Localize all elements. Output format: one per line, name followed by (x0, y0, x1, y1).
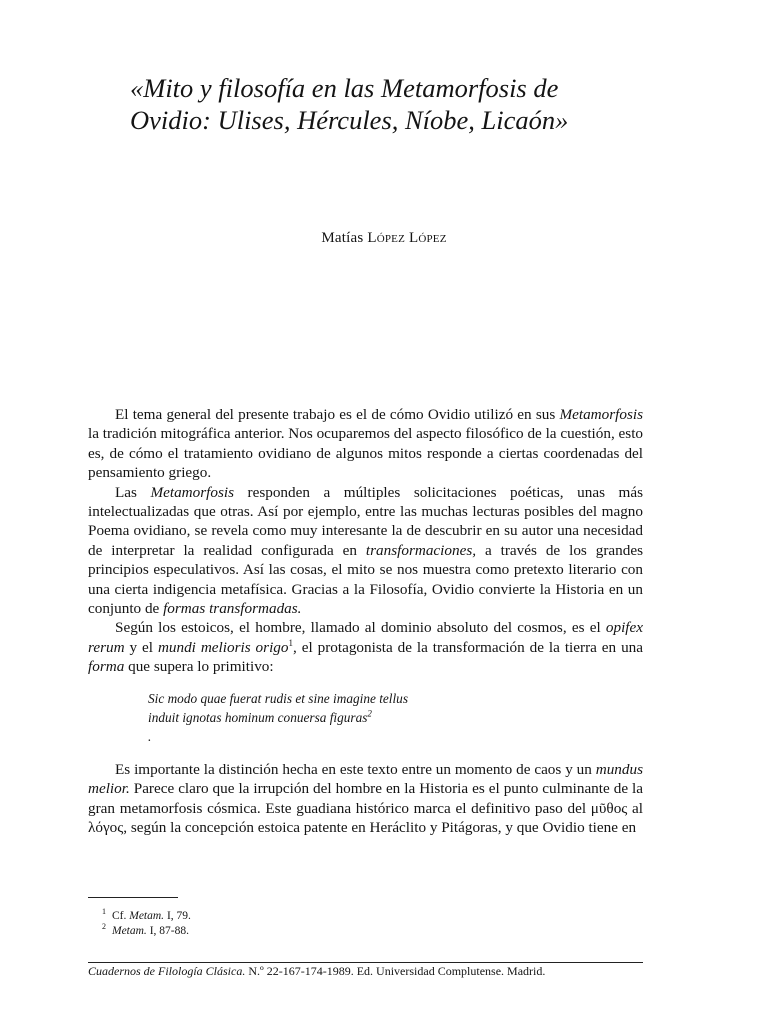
footnote-1-ref: I, 79. (164, 910, 191, 922)
quote-line-2 (148, 708, 643, 746)
journal-name: Cuadernos de Filología Clásica. (88, 964, 246, 978)
footnotes (102, 909, 191, 939)
journal-details: N.º 22-167-174-1989. Ed. Universidad Complutense. Madrid. (245, 964, 546, 978)
p4-text-a: Es importante la distinción hecha en este texto entre un momento de caos y un (115, 760, 596, 778)
p3-italic-opifex: opifex rerum (88, 619, 643, 656)
footnote-1 (102, 909, 191, 924)
p2-italic-transformaciones: transformaciones, (365, 541, 477, 559)
footnote-ref-2[interactable]: 2 (367, 708, 372, 719)
quote-line-2-text: induit ignotas hominum conuersa figuras (148, 709, 368, 725)
p3-text-g: que supera lo primitivo: (124, 658, 274, 676)
paragraph-1 (88, 405, 643, 483)
p4-text-c: Parece claro que la irrupción del hombre en la Historia es el punto culminante de la gran metamorfosis cósmica. Este guadiana histórico marca el definitivo paso del μῦθος al λόγος, según la concepción estoica patente en Heráclito y Pitágoras, y que Ovidio tiene en (88, 780, 643, 836)
paragraph-2 (88, 483, 643, 619)
footnote-2-number: 2 (102, 922, 106, 932)
author-name (0, 230, 768, 247)
footnote-2 (102, 924, 191, 939)
p2-italic-metamorfosis: Metamorfosis (150, 483, 234, 501)
p1-text-c: la tradición mitográfica anterior. Nos ocuparemos del aspecto filosófico de la cuestión, esto es, de cómo el tratamiento ovidiano de algunos mitos responde a ciertas coordenadas del pensamiento griego. (88, 425, 644, 482)
paragraph-3 (88, 618, 643, 676)
footnote-1-number: 1 (102, 907, 106, 917)
author-given-name: Matías (321, 230, 364, 246)
title-line-2: Ovidio: Ulises, Hércules, Níobe, Licaón» (130, 105, 569, 135)
p4-italic-mundus: mundus melior. (88, 760, 643, 798)
p1-text-a: El tema general del presente trabajo es el de cómo Ovidio utilizó en sus (115, 406, 560, 423)
article-title (130, 72, 690, 136)
quote-line-1: Sic modo quae fuerat rudis et sine imagine tellus (148, 690, 408, 706)
footnote-2-ref: I, 87-88. (146, 925, 189, 937)
p2-text-a: Las (115, 483, 151, 501)
source-line (88, 964, 643, 979)
footnote-1-pre: Cf. (112, 910, 130, 922)
p3-italic-forma: forma (88, 658, 125, 676)
footnote-1-work: Metam. (129, 910, 165, 922)
paragraph-4 (88, 760, 643, 838)
article-body (88, 405, 643, 837)
p3-text-c: y el (124, 638, 158, 656)
p2-italic-formas: formas transformadas. (163, 600, 302, 618)
p1-italic-metamorfosis: Metamorfosis (559, 406, 643, 423)
quote-end: . (148, 728, 152, 744)
p2-text-e: a través de los grandes principios especulativos. Así las cosas, el mito se nos muestra como pretexto literario con una cierta indigencia metafísica. Gracias a la Filosofía, Ovidio convierte la Historia en un conjunto de (88, 541, 643, 618)
title-line-1: «Mito y filosofía en las Metamorfosis de (130, 73, 559, 103)
footnote-divider (88, 897, 178, 898)
p3-text-a: Según los estoicos, el hombre, llamado al dominio absoluto del cosmos, es el (115, 619, 606, 637)
author-surname: López López (367, 230, 447, 246)
p3-italic-mundi: mundi melioris origo (157, 638, 289, 656)
footnote-ref-1[interactable]: 1 (288, 637, 293, 648)
latin-quote (148, 689, 643, 746)
p3-text-e: , el protagonista de la transformación de la tierra en una (292, 638, 643, 656)
footnote-2-work: Metam. (112, 925, 147, 937)
p2-text-c: responden a múltiples solicitaciones poéticas, unas más intelectualizadas que otras. Así por ejemplo, entre las muchas lecturas posibles del magno Poema ovidiano, se revela como muy interesante la de descubrir en su autor una necesidad de interpretar la realidad configurada en (88, 483, 643, 559)
source-divider (88, 962, 643, 963)
